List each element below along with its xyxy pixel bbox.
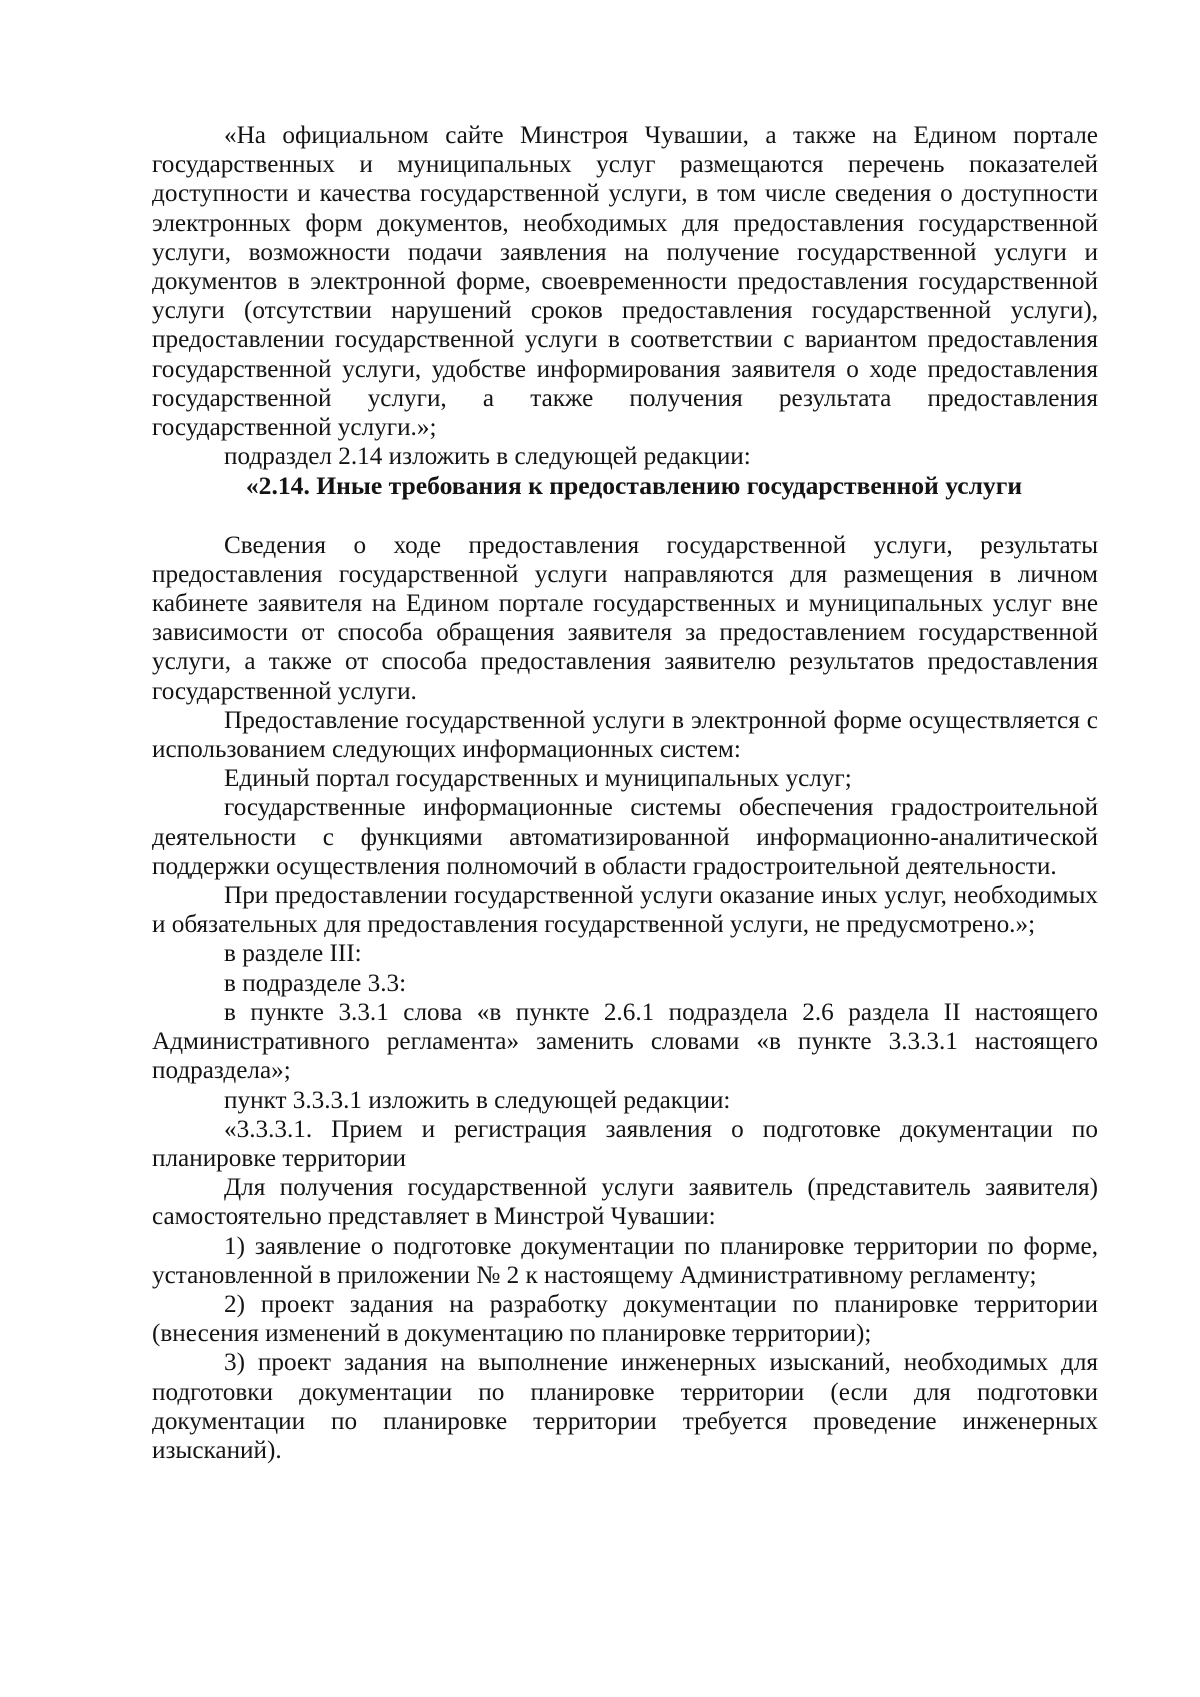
- document-body: [152, 121, 1098, 1465]
- paragraph-section-3: в разделе III:: [224, 940, 362, 968]
- paragraph-gis-systems: государственные информационные системы обеспечения градостроительной деятельности с функциями автоматизированной информационно-аналитической поддержки осуществления полномочий в области градостроительной деятельности.: [152, 794, 1098, 880]
- list-item-3: 3) проект задания на выполнение инженерных изысканий, необходимых для подготовки документации по планировке территории (если для подготовки документации по планировке территории требуется проведение инженерных изысканий).: [152, 1349, 1098, 1464]
- paragraph-applicant-submits: Для получения государственной услуги заявитель (представитель заявителя) самостоятельно представляет в Минстрой Чувашии:: [152, 1174, 1098, 1231]
- paragraph-point-3-3-3-1-intro: пункт 3.3.3.1 изложить в следующей редакции:: [224, 1086, 731, 1114]
- paragraph-point-3-3-1: в пункте 3.3.1 слова «в пункте 2.6.1 подраздела 2.6 раздела II настоящего Административного регламента» заменить словами «в пункте 3.3.3.1 настоящего подраздела»;: [152, 998, 1098, 1085]
- paragraph-indicators-quote: «На официальном сайте Минстроя Чувашии, а также на Едином портале государственных и муниципальных услуг размещаются перечень показателей доступности и качества государственной услуги, в том числе сведения о доступности электронных форм документов, необходимых для предоставления государственной услуги, возможности подачи заявления на получение государственной услуги и документов в электронной форме, своевременности предоставления государственной услуги (отсутствии нарушений сроков предоставления государственной услуги), предоставлении государственной услуги в соответствии с вариантом предоставления государственной услуги, удобстве информирования заявителя о ходе предоставления государственной услуги, а также получения результата предоставления государственной услуги.»;: [152, 122, 1098, 442]
- heading-2-14: «2.14. Иные требования к предоставлению государственной услуги: [245, 471, 1023, 501]
- paragraph-point-3-3-3-1-title: «3.3.3.1. Прием и регистрация заявления о подготовке документации по планировке территории: [152, 1115, 1098, 1172]
- paragraph-status-info: Сведения о ходе предоставления государственной услуги, результаты предоставления государственной услуги направляются для размещения в личном кабинете заявителя на Едином портале государственных и муниципальных услуг вне зависимости от способа обращения заявителя за предоставлением государственной услуги, а также от способа предоставления заявителю результатов предоставления государственной услуги.: [152, 531, 1098, 705]
- paragraph-electronic-form: Предоставление государственной услуги в электронной форме осуществляется с использованием следующих информационных систем:: [152, 706, 1098, 764]
- paragraph-unified-portal: Единый портал государственных и муниципальных услуг;: [224, 765, 852, 793]
- paragraph-subsection-2-14-intro: подраздел 2.14 изложить в следующей редакции:: [224, 443, 751, 471]
- list-item-2: 2) проект задания на разработку документации по планировке территории (внесения изменений в документацию по планировке территории);: [152, 1290, 1098, 1348]
- list-item-1: 1) заявление о подготовке документации по планировке территории по форме, установленной в приложении № 2 к настоящему Административному регламенту;: [152, 1232, 1098, 1289]
- paragraph-other-services: При предоставлении государственной услуги оказание иных услуг, необходимых и обязательных для предоставления государственной услуги, не предусмотрено.»;: [152, 882, 1098, 939]
- paragraph-subsection-3-3: в подразделе 3.3:: [224, 969, 407, 997]
